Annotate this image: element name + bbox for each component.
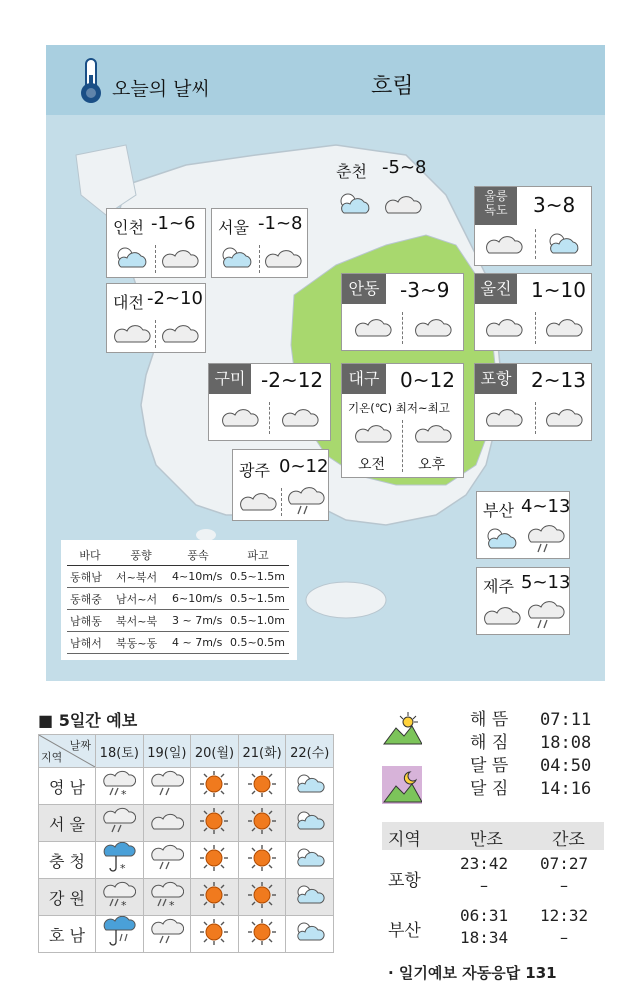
forecast-cell <box>96 805 144 842</box>
forecast-cell <box>191 879 239 916</box>
table-row <box>67 588 289 610</box>
cloud-icon <box>414 314 452 340</box>
divider <box>402 312 403 344</box>
city-card-gwangju <box>232 449 329 521</box>
partly-cloudy-icon <box>293 882 327 912</box>
forecast-cell <box>143 842 191 879</box>
cloud-icon <box>161 320 199 346</box>
sun-icon <box>197 844 231 876</box>
sun-icon <box>197 807 231 839</box>
cloud-rain-icon <box>150 843 184 877</box>
umbrella-snow-icon <box>102 842 136 878</box>
forecast-cell <box>96 916 144 953</box>
forecast-cell <box>286 805 334 842</box>
table-row <box>67 610 289 632</box>
cell: 북서~북 <box>113 610 169 632</box>
cloud-rain-icon <box>287 486 325 516</box>
tide-low-2: – <box>560 876 568 895</box>
cloud-rain-snow-icon <box>102 769 136 803</box>
forecast-cell <box>286 916 334 953</box>
forecast-row <box>39 916 334 953</box>
forecast-cell <box>238 916 286 953</box>
cloud-icon <box>545 314 583 340</box>
forecast-cell <box>238 842 286 879</box>
tide-col-low: 간조 <box>552 830 585 850</box>
cell: 0.5~0.5m <box>227 632 289 654</box>
date-header: 18(토) <box>96 735 144 768</box>
divider <box>535 402 536 434</box>
region-name: 서 울 <box>39 805 96 842</box>
forecast-cell <box>238 879 286 916</box>
sunset-label: 해 짐 <box>470 733 509 753</box>
forecast-body <box>39 768 334 953</box>
sun-icon <box>197 770 231 802</box>
date-header: 22(수) <box>286 735 334 768</box>
cloud-icon <box>281 404 319 430</box>
cloud-rain-icon <box>102 806 136 840</box>
svg-text:*: * <box>121 788 127 799</box>
sun-icon <box>245 770 279 802</box>
sunrise-icon <box>382 710 422 746</box>
sun-icon <box>197 918 231 950</box>
forecast-cell <box>191 842 239 879</box>
sunrise-label: 해 뜸 <box>470 710 509 730</box>
city-name: 제주 <box>483 577 514 596</box>
date-header: 21(화) <box>238 735 286 768</box>
svg-text:*: * <box>120 862 126 874</box>
city-name: 안동 <box>342 274 386 304</box>
forecast-header-row <box>39 735 334 768</box>
region-name: 영 남 <box>39 768 96 805</box>
city-name: 인천 <box>113 218 144 237</box>
tide-col-high: 만조 <box>470 830 503 850</box>
city-temp: 5~13 <box>521 572 571 593</box>
cloud-rain-snow-icon <box>150 880 184 914</box>
cell: 0.5~1.5m <box>227 566 289 588</box>
col-header: 풍향 <box>113 544 169 566</box>
cell: 4 ~ 7m/s <box>169 632 227 654</box>
city-temp: -5~8 <box>382 157 427 178</box>
sun-icon <box>245 844 279 876</box>
tide-col-region: 지역 <box>388 830 421 850</box>
forecast-cell <box>96 879 144 916</box>
city-temp: -1~8 <box>258 213 303 234</box>
divider <box>155 320 156 348</box>
cell: 3 ~ 7m/s <box>169 610 227 632</box>
cloud-rain-snow-icon <box>102 880 136 914</box>
forecast-table <box>38 734 334 953</box>
tide-low-1: 12:32 <box>540 906 589 925</box>
city-temp: 1~10 <box>531 278 586 302</box>
region-name: 호 남 <box>39 916 96 953</box>
tide-header <box>382 822 604 850</box>
city-temp: 0~12 <box>400 368 455 392</box>
partly-cloudy-icon <box>293 808 327 838</box>
am-label: 오전 <box>358 457 386 473</box>
city-card-jeju <box>476 567 570 635</box>
cloud-rain-icon <box>527 600 565 630</box>
forecast-cell <box>143 916 191 953</box>
moonset-time: 14:16 <box>540 779 592 799</box>
cloud-rain-icon <box>150 917 184 951</box>
table-row <box>67 632 289 654</box>
table-row <box>67 566 289 588</box>
thermometer-icon <box>78 57 104 105</box>
cell: 동해남 <box>67 566 113 588</box>
city-name: 구미 <box>209 364 251 394</box>
cell: 북동~동 <box>113 632 169 654</box>
cell: 서~북서 <box>113 566 169 588</box>
city-name: 울진 <box>475 274 517 304</box>
forecast-cell <box>143 805 191 842</box>
forecast-cell <box>96 842 144 879</box>
city-card-uljin <box>474 273 592 351</box>
cloud-icon <box>545 404 583 430</box>
city-card-daejeon <box>106 283 206 353</box>
forecast-row <box>39 805 334 842</box>
cloud-icon <box>354 314 392 340</box>
tide-high-1: 06:31 <box>460 906 509 925</box>
city-card-busan <box>476 491 570 559</box>
tide-low-2: – <box>560 928 568 947</box>
forecast-row <box>39 768 334 805</box>
sun-moon-labels <box>470 709 508 801</box>
cloud-icon <box>485 314 523 340</box>
tide-region: 부산 <box>388 921 421 941</box>
partly-cloudy-icon <box>293 845 327 875</box>
tide-region: 포항 <box>388 871 421 891</box>
sun-moon-times <box>540 709 591 801</box>
forecast-cell <box>96 768 144 805</box>
divider <box>269 402 270 434</box>
sun-icon <box>245 881 279 913</box>
city-temp: 4~13 <box>521 496 571 517</box>
city-card-andong <box>341 273 464 351</box>
cell: 4~10m/s <box>169 566 227 588</box>
cloud-rain-icon <box>527 524 565 554</box>
city-card-gumi <box>208 363 331 441</box>
moonrise-icon <box>382 766 422 804</box>
sunrise-time: 07:11 <box>540 710 592 730</box>
col-header: 바다 <box>67 544 113 566</box>
city-name: 광주 <box>239 461 270 480</box>
city-name: 울릉 독도 <box>475 187 517 225</box>
cell: 0.5~1.5m <box>227 588 289 610</box>
tide-row-busan <box>382 906 604 952</box>
city-card-pohang <box>474 363 592 441</box>
cell: 0.5~1.0m <box>227 610 289 632</box>
city-name: 대구 <box>342 364 386 394</box>
cloud-icon <box>485 404 523 430</box>
forecast-cell <box>191 916 239 953</box>
tide-row-pohang <box>382 854 604 900</box>
forecast-cell <box>286 879 334 916</box>
city-temp: 2~13 <box>531 368 586 392</box>
moonrise-time: 04:50 <box>540 756 592 776</box>
city-name: 대전 <box>113 293 144 312</box>
partly-cloudy-icon <box>293 919 327 949</box>
col-header: 풍속 <box>169 544 227 566</box>
svg-text:*: * <box>121 899 127 910</box>
cell: 남해동 <box>67 610 113 632</box>
divider <box>402 420 403 472</box>
cloud-icon <box>113 320 151 346</box>
temp-legend: 기온(℃) 최저~최고 <box>348 401 450 415</box>
region-name: 강 원 <box>39 879 96 916</box>
divider <box>281 488 282 516</box>
city-card-chuncheon <box>336 155 436 223</box>
city-name: 포항 <box>475 364 517 394</box>
cell: 남해서 <box>67 632 113 654</box>
forecast-cell <box>286 768 334 805</box>
forecast-cell <box>286 842 334 879</box>
svg-text:*: * <box>168 899 175 910</box>
cell: 6~10m/s <box>169 588 227 610</box>
sunset-time: 18:08 <box>540 733 592 753</box>
city-temp: -2~10 <box>147 288 203 309</box>
umbrella-rain-icon <box>102 916 136 952</box>
sun-icon <box>245 807 279 839</box>
tide-low-1: 07:27 <box>540 854 589 873</box>
divider <box>535 312 536 344</box>
moonrise-label: 달 뜸 <box>470 756 509 776</box>
city-card-seoul <box>211 208 308 278</box>
sun-icon <box>197 881 231 913</box>
city-name: 서울 <box>218 218 249 237</box>
city-temp: -1~6 <box>151 213 196 234</box>
pm-label: 오후 <box>418 457 446 473</box>
col-header: 파고 <box>227 544 289 566</box>
forecast-row <box>39 842 334 879</box>
cell: 동해중 <box>67 588 113 610</box>
footer-hotline: · 일기예보 자동응답 131 <box>388 964 557 982</box>
date-header: 19(일) <box>143 735 191 768</box>
cloud-icon <box>264 245 302 271</box>
forecast-cell <box>191 768 239 805</box>
forecast-cell <box>143 768 191 805</box>
corner-top-label: 날짜 <box>69 739 91 752</box>
divider <box>535 229 536 259</box>
partly-cloudy-icon <box>293 771 327 801</box>
forecast-title: ■ 5일간 예보 <box>38 711 138 730</box>
corner-cell <box>39 735 96 768</box>
sea-conditions-table <box>67 544 289 654</box>
city-card-ulleung <box>474 186 592 266</box>
corner-bottom-label: 지역 <box>41 751 63 764</box>
partly-cloudy-icon <box>218 245 256 271</box>
tide-high-2: – <box>480 876 488 895</box>
sea-conditions-panel <box>61 540 297 660</box>
cloud-icon <box>161 245 199 271</box>
city-card-daegu <box>341 363 464 478</box>
page-title: 오늘의 날씨 <box>112 78 210 100</box>
table-header <box>67 544 289 566</box>
cell: 남서~서 <box>113 588 169 610</box>
partly-cloudy-icon <box>483 526 521 552</box>
weather-condition: 흐림 <box>371 74 414 99</box>
partly-cloudy-icon <box>545 231 583 257</box>
cloud-icon <box>485 231 523 257</box>
forecast-cell <box>238 805 286 842</box>
divider <box>155 245 156 273</box>
cloud-icon <box>384 191 422 217</box>
tide-high-1: 23:42 <box>460 854 509 873</box>
city-temp: -3~9 <box>400 278 450 302</box>
forecast-cell <box>143 879 191 916</box>
partly-cloudy-icon <box>113 245 151 271</box>
forecast-row <box>39 879 334 916</box>
divider <box>259 245 260 273</box>
partly-cloudy-icon <box>336 191 374 217</box>
cloud-icon <box>483 602 521 628</box>
cloud-icon <box>414 420 452 446</box>
region-name: 충 청 <box>39 842 96 879</box>
cloud-rain-icon <box>150 769 184 803</box>
forecast-cell <box>191 805 239 842</box>
city-temp: 3~8 <box>533 193 576 217</box>
city-card-incheon <box>106 208 206 278</box>
tide-high-2: 18:34 <box>460 928 509 947</box>
date-header: 20(월) <box>191 735 239 768</box>
moonset-label: 달 짐 <box>470 779 509 799</box>
city-temp: 0~12 <box>279 456 329 477</box>
city-temp: -2~12 <box>261 368 324 392</box>
weather-map <box>46 45 605 681</box>
cloud-icon <box>221 404 259 430</box>
city-name: 부산 <box>483 501 514 520</box>
cloud-icon <box>354 420 392 446</box>
forecast-cell <box>238 768 286 805</box>
city-name: 춘천 <box>336 162 367 181</box>
cloud-icon <box>239 488 277 514</box>
sun-icon <box>245 918 279 950</box>
cloud-icon <box>150 808 184 838</box>
